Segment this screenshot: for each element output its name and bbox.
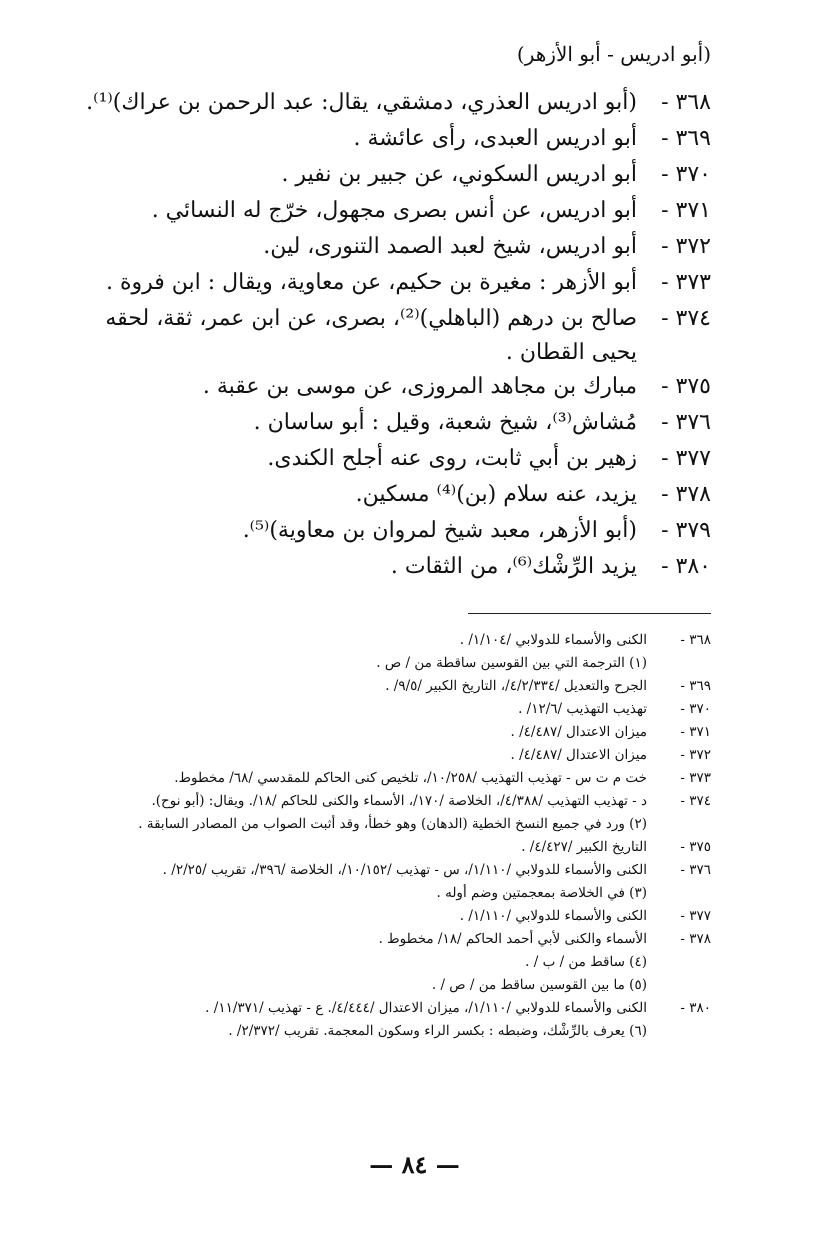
entry-text: أبو ادريس، عن أنس بصرى مجهول، خرّج له النسائي . <box>151 198 637 223</box>
footnote-text: ميزان الاعتدال /٤/٤٨٧/ . <box>510 747 647 763</box>
entry-number: ٣٧١ - <box>661 198 711 223</box>
list-item <box>66 302 711 370</box>
footnote-number: ٣٧٦ - <box>680 862 711 878</box>
footnote-text: الكنى والأسماء للدولابي /١/١١٠/، س - تهذيب /١٠/١٥٢/، الخلاصة /٣٩٦/، تقريب /٢/٢٥/ . <box>162 862 647 878</box>
footnote-number: ٣٦٨ - <box>680 632 711 648</box>
entry-number: ٣٧٣ - <box>661 270 711 295</box>
footnote-text: الكنى والأسماء للدولابي /١/١٠٤/ . <box>459 632 647 648</box>
footnote-number: ٣٧٥ - <box>680 839 711 855</box>
entry-number: ٣٧٧ - <box>661 446 711 471</box>
list-item <box>66 550 711 586</box>
footnote-item <box>66 998 711 1021</box>
entry-number: ٣٦٩ - <box>661 126 711 151</box>
footnote-text: الكنى والأسماء للدولابي /١/١١٠/، ميزان الاعتدال /٤/٤٤٤/. ع - تهذيب /١١/٣٧١/ . <box>205 1000 647 1016</box>
footnote-text: الكنى والأسماء للدولابي /١/١١٠/ . <box>459 908 647 924</box>
footnote-number: ٣٨٠ - <box>680 1000 711 1016</box>
list-item <box>66 266 711 302</box>
footnote-text: الجرح والتعديل /٤/٢/٣٣٤/، التاريخ الكبير /٩/٥/ . <box>385 678 647 694</box>
entry-number: ٣٧٨ - <box>661 482 711 507</box>
footnote-item <box>66 883 711 906</box>
footnote-item <box>66 1021 711 1044</box>
footnote-number: ٣٧٠ - <box>680 701 711 717</box>
entry-text: مُشاش⁽³⁾، شيخ شعبة، وقيل : أبو ساسان . <box>253 410 637 435</box>
footnote-text: ميزان الاعتدال /٤/٤٨٧/ . <box>510 724 647 740</box>
footnote-number: ٣٧٨ - <box>680 931 711 947</box>
entry-text: يزيد، عنه سلام (بن)⁽⁴⁾ مسكين. <box>355 482 637 507</box>
list-item <box>66 158 711 194</box>
page-number: — ٨٤ — <box>369 1150 460 1179</box>
entry-text: أبو ادريس السكوني، عن جبير بن نفير . <box>281 162 637 187</box>
entry-text: زهير بن أبي ثابت، روى عنه أجلح الكندى. <box>267 446 637 471</box>
entry-number: ٣٧٢ - <box>661 234 711 259</box>
footnote-item <box>66 722 711 745</box>
running-header: (أبو ادريس - أبو الأزهر) <box>516 42 711 66</box>
footnote-item <box>66 768 711 791</box>
list-item <box>66 194 711 230</box>
footnote-item <box>66 837 711 860</box>
entries-list <box>66 86 711 586</box>
footnote-number: ٣٧٣ - <box>680 770 711 786</box>
list-item <box>66 478 711 514</box>
footnote-item <box>66 929 711 952</box>
entry-number: ٣٧٦ - <box>661 410 711 435</box>
entry-text: (أبو الأزهر، معبد شيخ لمروان بن معاوية)⁽⁵⁾. <box>242 518 637 543</box>
list-item <box>66 442 711 478</box>
footnote-item <box>66 860 711 883</box>
footnote-item <box>66 791 711 814</box>
footnote-number: ٣٧٧ - <box>680 908 711 924</box>
footnote-number: ٣٧٤ - <box>680 793 711 809</box>
footnote-item <box>66 906 711 929</box>
footnote-number: ٣٧٢ - <box>680 747 711 763</box>
footnote-item <box>66 676 711 699</box>
entry-text: أبو الأزهر : مغيرة بن حكيم، عن معاوية، ويقال : ابن فروة . <box>105 270 637 295</box>
footnote-text: (٢) ورد في جميع النسخ الخطية (الدهان) وهو خطأ، وقد أثبت الصواب من المصادر السابقة . <box>138 816 647 832</box>
list-item <box>66 122 711 158</box>
list-item <box>66 86 711 122</box>
footnote-item <box>66 814 711 837</box>
footnote-item <box>66 699 711 722</box>
footnote-item <box>66 745 711 768</box>
list-item <box>66 406 711 442</box>
footnote-text: (٤) ساقط من / ب / . <box>525 954 647 970</box>
entry-number: ٣٨٠ - <box>661 554 711 579</box>
footnote-text: (١) الترجمة التي بين القوسين ساقطة من / ص . <box>376 655 647 671</box>
footnote-item <box>66 653 711 676</box>
entry-text: أبو ادريس العبدى، رأى عائشة . <box>353 126 637 151</box>
footnote-text: خت م ت س - تهذيب التهذيب /١٠/٢٥٨/، تلخيص كنى الحاكم للمقدسي /٦٨/ مخطوط. <box>174 770 647 786</box>
footnote-item <box>66 952 711 975</box>
footnote-number: ٣٦٩ - <box>680 678 711 694</box>
entry-number: ٣٧٤ - <box>661 306 711 331</box>
list-item <box>66 370 711 406</box>
entry-number: ٣٧٥ - <box>661 374 711 399</box>
entry-number: ٣٧٠ - <box>661 162 711 187</box>
footnote-item <box>66 630 711 653</box>
footnote-text: (٦) يعرف بالرِّشْك، وضبطه : بكسر الراء وسكون المعجمة. تقريب /٢/٣٧٢/ . <box>228 1023 647 1039</box>
footnote-text: التاريخ الكبير /٤/٤٢٧/ . <box>521 839 647 855</box>
footnote-divider <box>468 613 711 614</box>
entry-text: مبارك بن مجاهد المروزى، عن موسى بن عقبة . <box>202 374 637 399</box>
entry-text: يزيد الرِّشْك⁽⁶⁾، من الثقات . <box>390 554 637 579</box>
entry-number: ٣٦٨ - <box>661 90 711 115</box>
footnote-item <box>66 975 711 998</box>
entry-text: أبو ادريس، شيخ لعبد الصمد التنورى، لين. <box>263 234 637 259</box>
entry-text: صالح بن درهم (الباهلي)⁽²⁾، بصرى، عن ابن عمر، ثقة، لحقه يحيى القطان . <box>105 306 637 365</box>
footnote-text: الأسماء والكنى لأبي أحمد الحاكم /١٨/ مخطوط . <box>378 931 647 947</box>
entry-number: ٣٧٩ - <box>661 518 711 543</box>
footnote-number: ٣٧١ - <box>680 724 711 740</box>
footnote-text: تهذيب التهذيب /١٢/٦/ . <box>518 701 647 717</box>
footnote-text: د - تهذيب التهذيب /٤/٣٨٨/، الخلاصة /١٧٠/، الأسماء والكنى للحاكم /١٨/. ويقال: (أبو نوح). <box>151 793 647 809</box>
list-item <box>66 230 711 266</box>
footnotes <box>66 630 711 1044</box>
entry-text: (أبو ادريس العذري، دمشقي، يقال: عبد الرحمن بن عراك)⁽¹⁾. <box>86 90 637 115</box>
list-item <box>66 514 711 550</box>
footnote-text: (٣) في الخلاصة بمعجمتين وضم أوله . <box>436 885 647 901</box>
footnote-text: (٥) ما بين القوسين ساقط من / ص / . <box>431 977 647 993</box>
